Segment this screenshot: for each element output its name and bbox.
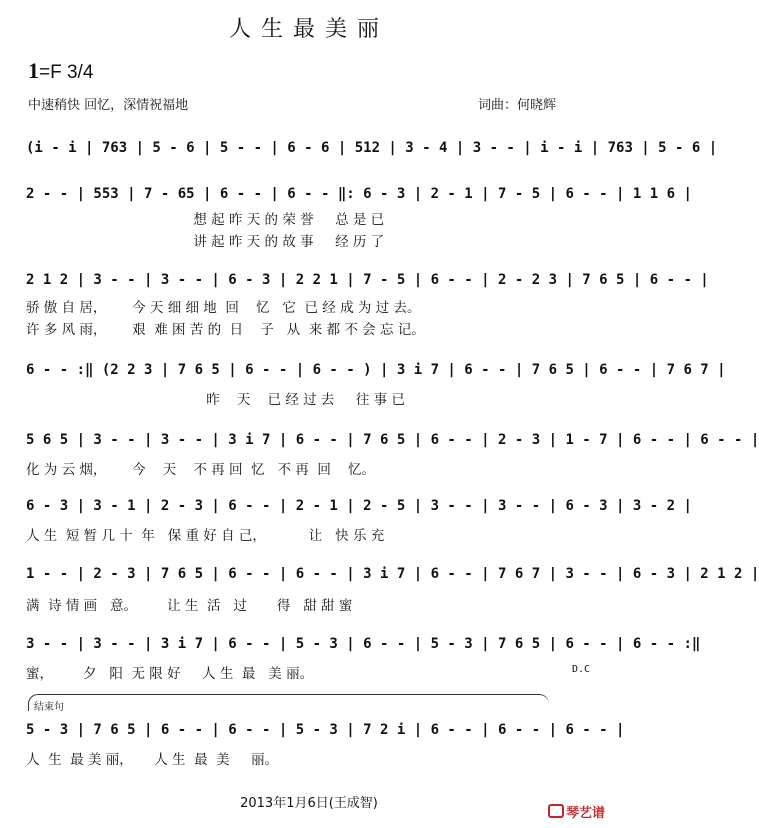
notation-line-4: 6 - - :‖ (2 2 3 | 7 6 5 | 6 - - | 6 - - ) | 3 i 7 | 6 - - | 7 6 5 | 6 - - | 7 6 7 | [26, 362, 726, 378]
song-title: 人生最美丽 [228, 17, 389, 42]
composer-credit: 词曲：何晓辉 [478, 98, 557, 113]
notation-line-5: 5 6 5 | 3 - - | 3 - - | 3 i 7 | 6 - - | 7 6 5 | 6 - - | 2 - 3 | 1 - 7 | 6 - - | 6 - - | [26, 432, 759, 448]
key-signature [28, 58, 93, 84]
ending-bracket [28, 694, 549, 711]
notation-line-3: 2 1 2 | 3 - - | 3 - - | 6 - 3 | 2 2 1 | 7 - 5 | 6 - - | 2 - 2 3 | 7 6 5 | 6 - - | [26, 272, 709, 288]
notation-line-1: (i - i | 763 | 5 - 6 | 5 - - | 6 - 6 | 512 | 3 - 4 | 3 - - | i - i | 763 | 5 - 6 | [26, 140, 718, 156]
lyric-line-6: 人 生 短 暂 几 十 年 保 重 好 自 己， 让 快 乐 充 [26, 528, 385, 544]
key-text: =F 3/4 [39, 62, 94, 83]
logo-icon [548, 804, 564, 818]
lyric-line-2b: 讲 起 昨 天 的 故 事 经 历 了 [26, 234, 385, 250]
notation-line-9: 5 - 3 | 7 6 5 | 6 - - | 6 - - | 5 - 3 | 7 2 i | 6 - - | 6 - - | 6 - - | [26, 722, 625, 738]
dc-marking: D.C [572, 664, 591, 675]
key-number: 1 [28, 58, 39, 83]
lyric-line-3a: 骄 傲 自 居， 今 天 细 细 地 回 忆 它 已 经 成 为 过 去。 [26, 300, 421, 316]
lyric-line-3b: 许 多 风 雨， 艰 难 困 苦 的 日 子 从 来 都 不 会 忘 记。 [26, 322, 425, 338]
lyric-line-8: 蜜， 夕 阳 无 限 好 人 生 最 美 丽。 [26, 666, 314, 682]
date-footer: 2013年1月6日(王成智) [240, 796, 378, 811]
notation-line-7: 1 - - | 2 - 3 | 7 6 5 | 6 - - | 6 - - | 3 i 7 | 6 - - | 7 6 7 | 3 - - | 6 - 3 | 2 1 2 | [26, 566, 759, 582]
notation-line-6: 6 - 3 | 3 - 1 | 2 - 3 | 6 - - | 2 - 1 | 2 - 5 | 3 - - | 3 - - | 6 - 3 | 3 - 2 | [26, 498, 692, 514]
ending-label: 结束句 [34, 702, 64, 713]
site-logo [548, 802, 605, 821]
lyric-line-2a: 想 起 昨 天 的 荣 誉 总 是 已 [26, 212, 385, 228]
logo-text: 琴艺谱 [566, 806, 606, 821]
lyric-line-5: 化 为 云 烟， 今 天 不 再 回 忆 不 再 回 忆。 [26, 462, 376, 478]
lyric-line-9: 人 生 最 美 丽， 人 生 最 美 丽。 [26, 752, 279, 768]
notation-line-2: 2 - - | 553 | 7 - 65 | 6 - - | 6 - - ‖: 6 - 3 | 2 - 1 | 7 - 5 | 6 - - | 1 1 6 | [26, 186, 692, 202]
notation-line-8: 3 - - | 3 - - | 3 i 7 | 6 - - | 5 - 3 | 6 - - | 5 - 3 | 7 6 5 | 6 - - | 6 - - :‖ [26, 636, 701, 652]
lyric-line-7: 满 诗 情 画 意。 让 生 活 过 得 甜 甜 蜜 [26, 598, 353, 614]
tempo-marking: 中速稍快 回忆，深情祝福地 [28, 98, 189, 113]
lyric-line-4: 昨 天 已 经 过 去 往 事 已 [26, 392, 405, 408]
